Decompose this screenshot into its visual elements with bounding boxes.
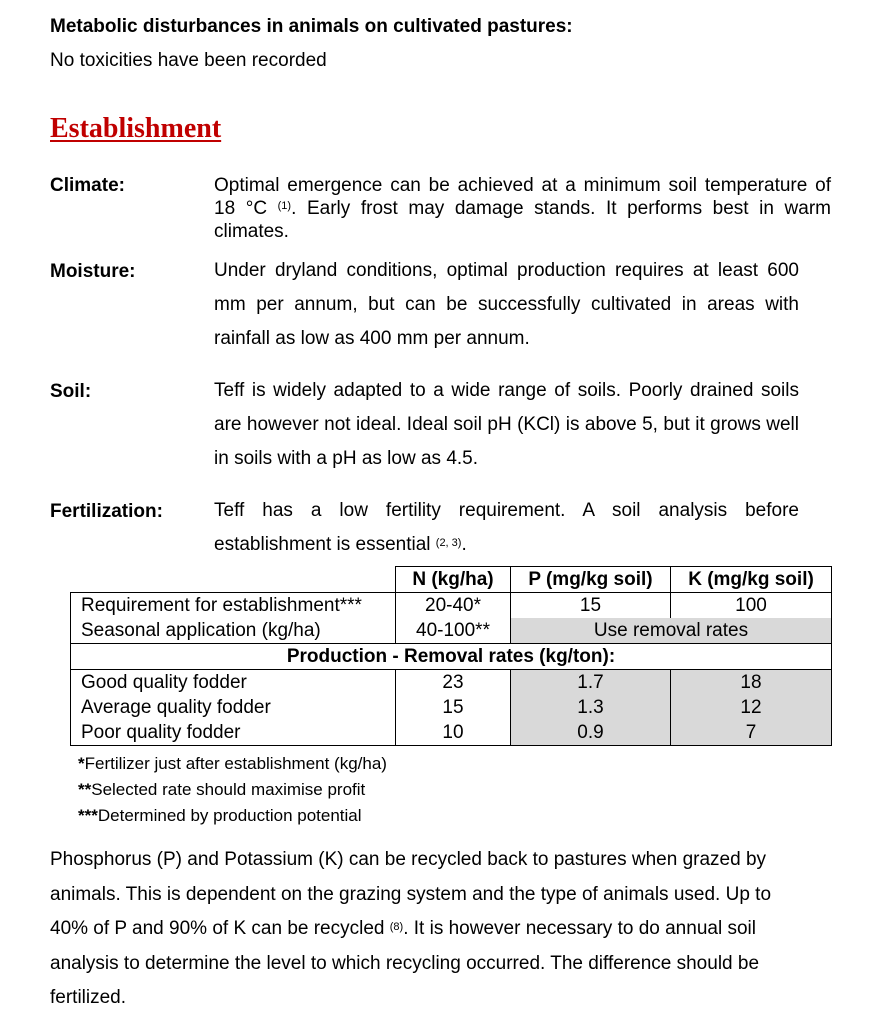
table-row [71, 695, 832, 720]
table-header-row [71, 567, 832, 593]
fertilization-reference: (2, 3) [435, 537, 462, 549]
table-row-production-header [71, 644, 832, 670]
cell-k: 100 [671, 593, 832, 619]
footnotes [78, 751, 387, 829]
row-label: Average quality fodder [71, 695, 396, 720]
production-header: Production - Removal rates (kg/ton): [71, 644, 832, 670]
soil-label: Soil: [50, 381, 92, 402]
cell-k: 12 [671, 695, 832, 720]
header-k: K (mg/kg soil) [671, 567, 832, 593]
cell-k: 18 [671, 670, 832, 696]
cell-p: 1.3 [511, 695, 671, 720]
fertilization-label: Fertilization: [50, 501, 163, 522]
table-row-seasonal [71, 618, 832, 644]
footnote: **Selected rate should maximise profit [78, 780, 366, 799]
footnote: ***Determined by production potential [78, 806, 362, 825]
cell-n: 15 [396, 695, 511, 720]
header-p: P (mg/kg soil) [511, 567, 671, 593]
row-label: Good quality fodder [71, 670, 396, 696]
metabolic-heading: Metabolic disturbances in animals on cultivated pastures: [50, 16, 573, 37]
cell-k: 7 [671, 720, 832, 746]
table-row [71, 670, 832, 696]
climate-text: Optimal emergence can be achieved at a minimum soil temperature of 18 °C $^{(1)}$. Early frost may damage stands. It performs best in warm climates. [214, 175, 831, 242]
cell-p: 1.7 [511, 670, 671, 696]
cell-pk-removal: Use removal rates [511, 618, 832, 644]
fertilization-text: Teff has a low fertility requirement. A soil analysis before establishment is essential $^{(2, 3)}$. [214, 500, 799, 555]
table-row-requirement [71, 593, 832, 619]
cell-p: 15 [511, 593, 671, 619]
soil-text: Teff is widely adapted to a wide range of soils. Poorly drained soils are however not ideal. Ideal soil pH (KCl) is above 5, but it grows well in soils with a pH as low as 4.5. [214, 380, 799, 469]
cell-n: 23 [396, 670, 511, 696]
moisture-label: Moisture: [50, 261, 136, 282]
table-corner-cell [71, 567, 396, 593]
recycling-reference: (8) [389, 921, 404, 933]
cell-p: 0.9 [511, 720, 671, 746]
table-row [71, 720, 832, 746]
row-label: Requirement for establishment*** [71, 593, 396, 619]
row-label: Poor quality fodder [71, 720, 396, 746]
header-n: N (kg/ha) [396, 567, 511, 593]
moisture-text: Under dryland conditions, optimal production requires at least 600 mm per annum, but can be successfully cultivated in areas with rainfall as low as 400 mm per annum. [214, 260, 799, 349]
row-label: Seasonal application (kg/ha) [71, 618, 396, 644]
section-title-establishment: Establishment [50, 113, 222, 144]
fertilization-table [70, 566, 832, 746]
cell-n: 20-40* [396, 593, 511, 619]
cell-n: 10 [396, 720, 511, 746]
climate-reference: (1) [277, 200, 292, 212]
cell-n: 40-100** [396, 618, 511, 644]
recycling-paragraph: Phosphorus (P) and Potassium (K) can be recycled back to pastures when grazed by animals. This is dependent on the grazing system and the type of animals used. Up to 40% of P and 90% of K can be recycled $^{(8)}$. It is however necessary to do annual soil analysis to determine the level to which recycling occurred. The difference should be fertilized. [50, 849, 772, 1008]
footnote: *Fertilizer just after establishment (kg/ha) [78, 754, 387, 773]
metabolic-text: No toxicities have been recorded [50, 50, 327, 71]
climate-label: Climate: [50, 175, 125, 196]
